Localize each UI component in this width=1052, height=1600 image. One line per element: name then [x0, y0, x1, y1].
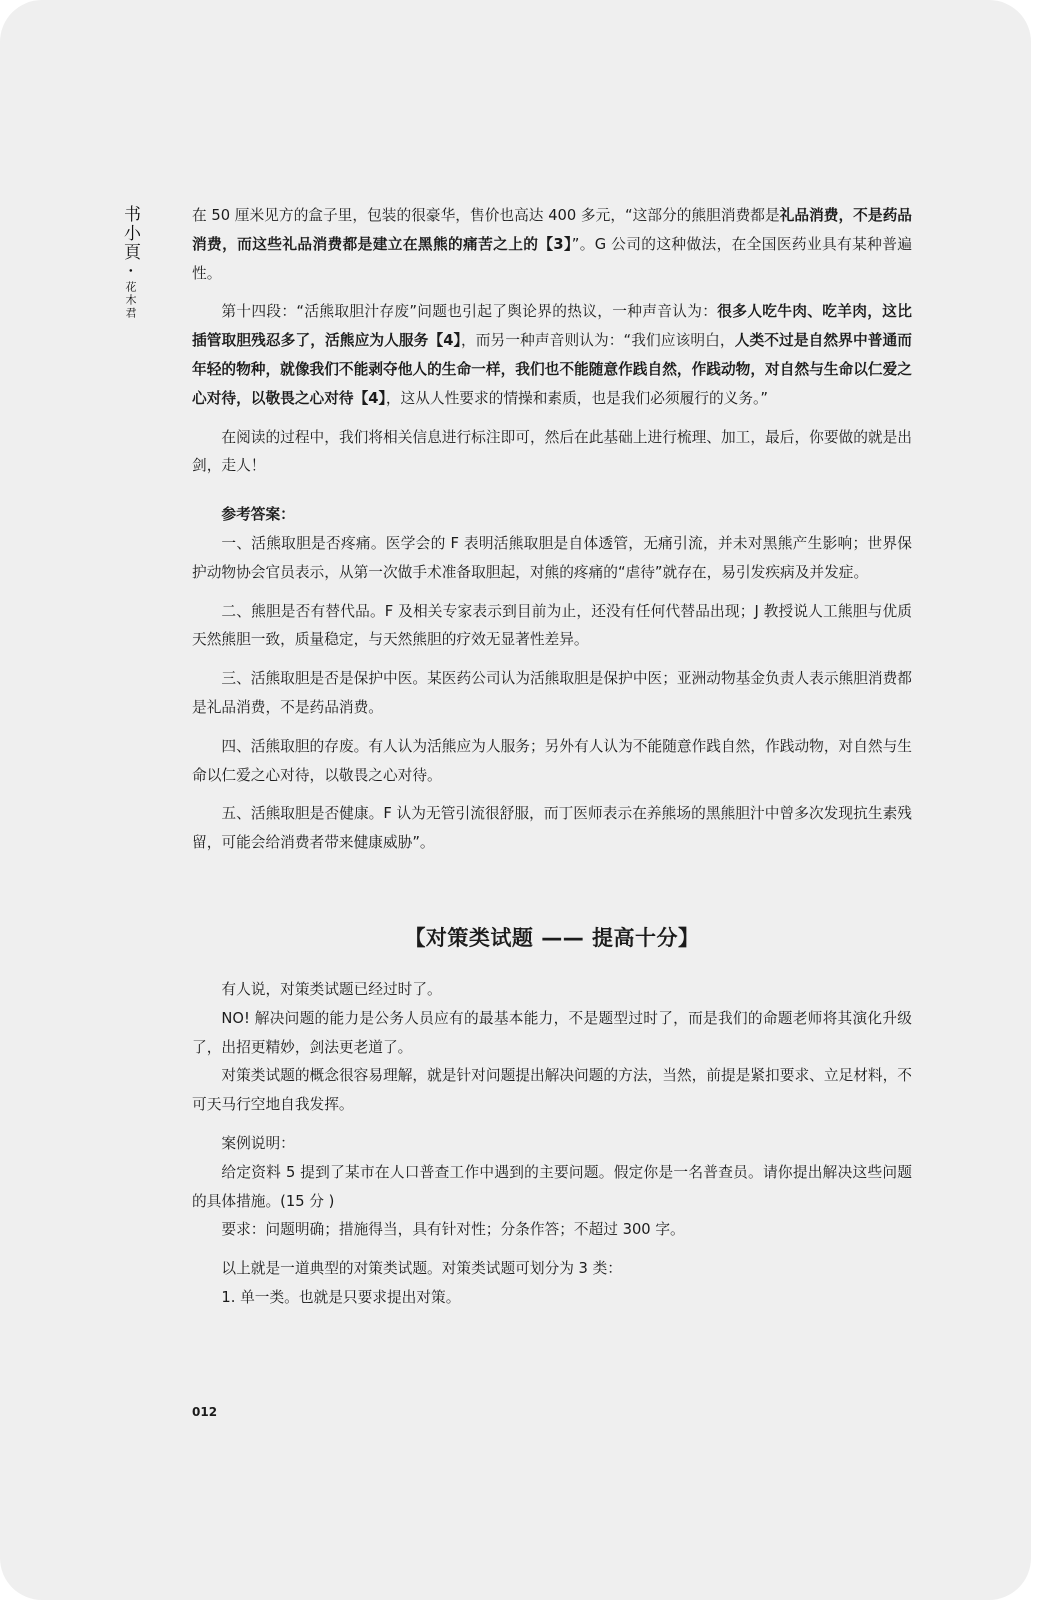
side-label: [119, 205, 141, 320]
separator-dot: ·: [122, 268, 138, 273]
section-paragraph: 有人说，对策类试题已经过时了。: [221, 981, 442, 998]
intro-paragraph-3: 在阅读的过程中，我们将相关信息进行标注即可，然后在此基础上进行梳理、加工，最后，你要做的就是出剑，走人！: [192, 428, 912, 475]
answer-item: 一、活熊取胆是否疼痛。医学会的 F 表明活熊取胆是自体透管，无痛引流，并未对黑熊产生影响；世界保护动物协会官员表示，从第一次做手术准备取胆起，对熊的疼痛的“虐待”就存在，易引发疾病及并发症。: [192, 534, 912, 581]
type-item-1: 1. 单一类。也就是只要求提出对策。: [221, 1288, 461, 1306]
intro-p2-text-2: ，而另一种声音则认为：“我们应该明白，: [460, 332, 735, 350]
answer-item: 二、熊胆是否有替代品。F 及相关专家表示到目前为止，还没有任何代替品出现；J 教授说人工熊胆与优质天然熊胆一致，质量稳定，与天然熊胆的疗效无显著性差异。: [192, 602, 912, 649]
intro-p2-bold-2: 人类不过是自然界中普通而年轻的物种，就像我们不能剥夺他人的生命一样，我们也不能随意作践自然，作践动物，对自然与生命以仁爱之心对待，以敬畏之心对待【4】: [192, 332, 912, 407]
intro-and-answers: [192, 202, 912, 858]
book-brand: 书小頁: [120, 205, 140, 262]
intro-p2-text-3: ，这从人性要求的情操和素质，也是我们必须履行的义务。”: [385, 389, 768, 407]
author-name: 花木君: [124, 281, 137, 321]
case-requirement: 要求：问题明确；措施得当，具有针对性；分条作答；不超过 300 字。: [221, 1221, 685, 1239]
answer-item: 四、活熊取胆的存废。有人认为活熊应为人服务；另外有人认为不能随意作践自然，作践动物，对自然与生命以仁爱之心对待，以敬畏之心对待。: [192, 737, 912, 784]
strategy-section: [192, 920, 912, 1313]
section-paragraph: NO! 解决问题的能力是公务人员应有的最基本能力，不是题型过时了，而是我们的命题老师将其演化升级了，出招更精妙，剑法更老道了。: [192, 1009, 912, 1056]
intro-paragraph-1: [192, 202, 912, 288]
section-title: 【对策类试题 —— 提高十分】: [404, 926, 700, 950]
section-paragraph: 对策类试题的概念很容易理解，就是针对问题提出解决问题的方法，当然，前提是紧扣要求、立足材料，不可天马行空地自我发挥。: [192, 1067, 912, 1114]
intro-p1-text-2: ”。G 公司的这种做法，在全国医药业具有某种普遍性。: [192, 235, 912, 282]
intro-p2-text-1: 第十四段：“活熊取胆汁存废”问题也引起了舆论界的热议，一种声音认为：: [221, 303, 718, 321]
intro-p1-bold-1: 礼品消费，不是药品消费，而这些礼品消费都是建立在黑熊的痛苦之上的【3】: [192, 207, 912, 253]
summary-text: 以上就是一道典型的对策类试题。对策类试题可划分为 3 类：: [221, 1260, 622, 1278]
intro-paragraph-2: [192, 298, 912, 413]
answer-heading: 参考答案：: [221, 506, 295, 524]
page-number: 012: [192, 1405, 218, 1419]
answer-item: 五、活熊取胆是否健康。F 认为无管引流很舒服，而丁医师表示在养熊场的黑熊胆汁中曾多次发现抗生素残留，可能会给消费者带来健康威胁”。: [192, 805, 912, 852]
intro-p2-bold-1: 很多人吃牛肉、吃羊肉，这比插管取胆残忍多了，活熊应为人服务【4】: [192, 303, 912, 350]
case-label: 案例说明：: [221, 1134, 295, 1152]
case-question: 给定资料 5 提到了某市在人口普查工作中遇到的主要问题。假定你是一名普查员。请你提出解决这些问题的具体措施。(15 分 ): [192, 1163, 912, 1210]
answer-item: 三、活熊取胆是否是保护中医。某医药公司认为活熊取胆是保护中医；亚洲动物基金负责人表示熊胆消费都是礼品消费，不是药品消费。: [192, 670, 912, 716]
intro-p1-text-1: 在 50 厘米见方的盒子里，包装的很豪华，售价也高达 400 多元，“这部分的熊胆消费都是: [192, 207, 780, 224]
